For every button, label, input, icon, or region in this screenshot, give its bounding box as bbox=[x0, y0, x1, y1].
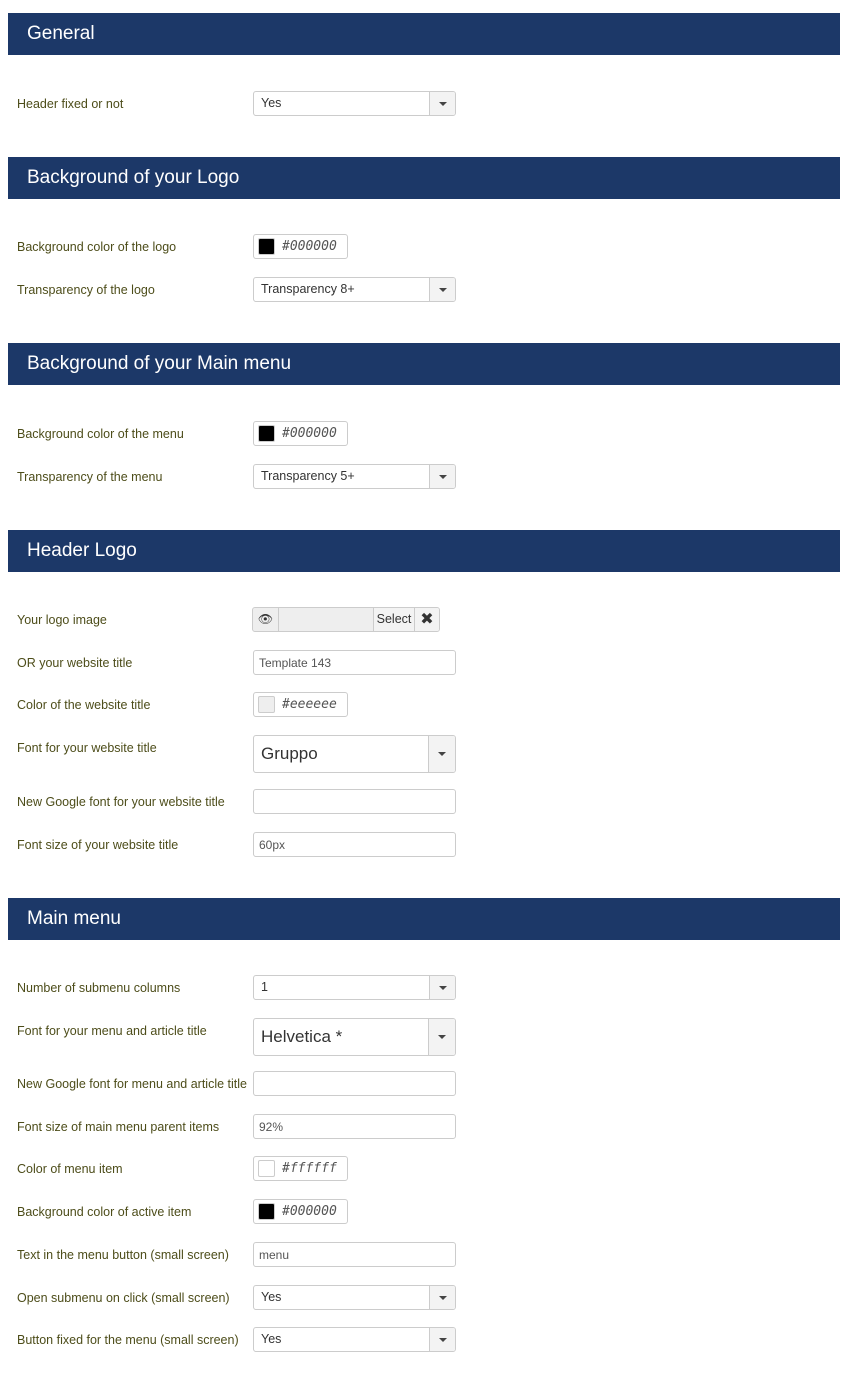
menu-button-text-input[interactable] bbox=[253, 1242, 456, 1267]
label-google-font-title: New Google font for your website title bbox=[17, 795, 225, 809]
color-swatch[interactable] bbox=[258, 425, 275, 442]
section-header-main-menu: Main menu bbox=[8, 898, 840, 940]
label-menu-bg-color: Background color of the menu bbox=[17, 427, 184, 441]
label-submenu-columns: Number of submenu columns bbox=[17, 981, 181, 995]
section-header-general: General bbox=[8, 13, 840, 55]
title-font-value: Gruppo bbox=[261, 744, 318, 763]
active-bg-color-picker[interactable] bbox=[253, 1199, 348, 1224]
submenu-click-select[interactable] bbox=[253, 1285, 456, 1310]
caret-down-icon bbox=[438, 752, 446, 756]
eye-icon[interactable]: 👁 bbox=[253, 608, 279, 631]
label-menu-item-color: Color of menu item bbox=[17, 1162, 123, 1176]
submenu-columns-value: 1 bbox=[261, 980, 268, 994]
caret-down-icon bbox=[439, 288, 447, 292]
color-swatch[interactable] bbox=[258, 238, 275, 255]
menu-font-dropdown-button[interactable] bbox=[428, 1019, 455, 1055]
menu-font-value: Helvetica * bbox=[261, 1027, 343, 1046]
label-title-font: Font for your website title bbox=[17, 741, 157, 755]
logo-bg-color-value: #000000 bbox=[282, 239, 337, 254]
menu-transparency-value: Transparency 5+ bbox=[261, 469, 355, 483]
caret-down-icon bbox=[439, 102, 447, 106]
label-button-fixed: Button fixed for the menu (small screen) bbox=[17, 1333, 239, 1347]
google-font-menu-input[interactable] bbox=[253, 1071, 456, 1096]
caret-down-icon bbox=[439, 1338, 447, 1342]
caret-down-icon bbox=[439, 1296, 447, 1300]
title-color-value: #eeeeee bbox=[282, 697, 337, 712]
button-fixed-select[interactable] bbox=[253, 1327, 456, 1352]
close-icon[interactable]: ✖ bbox=[415, 608, 439, 631]
menu-item-color-picker[interactable] bbox=[253, 1156, 348, 1181]
label-menu-transparency: Transparency of the menu bbox=[17, 470, 163, 484]
title-font-dropdown-button[interactable] bbox=[428, 736, 455, 772]
active-bg-color-value: #000000 bbox=[282, 1204, 337, 1219]
color-swatch[interactable] bbox=[258, 696, 275, 713]
label-website-title: OR your website title bbox=[17, 656, 133, 670]
header-fixed-value: Yes bbox=[261, 96, 282, 110]
button-fixed-dropdown-button[interactable] bbox=[429, 1328, 455, 1351]
caret-down-icon bbox=[439, 475, 447, 479]
title-font-size-input[interactable] bbox=[253, 832, 456, 857]
caret-down-icon bbox=[439, 986, 447, 990]
title-color-picker[interactable] bbox=[253, 692, 348, 717]
submenu-click-dropdown-button[interactable] bbox=[429, 1286, 455, 1309]
submenu-columns-dropdown-button[interactable] bbox=[429, 976, 455, 999]
section-header-menu-background: Background of your Main menu bbox=[8, 343, 840, 385]
logo-image-select-button[interactable]: Select bbox=[374, 608, 415, 631]
menu-bg-color-value: #000000 bbox=[282, 426, 337, 441]
title-font-select[interactable] bbox=[253, 735, 456, 773]
section-header-header-logo: Header Logo bbox=[8, 530, 840, 572]
google-font-title-input[interactable] bbox=[253, 789, 456, 814]
label-google-font-menu: New Google font for menu and article title bbox=[17, 1077, 247, 1091]
logo-transparency-dropdown-button[interactable] bbox=[429, 278, 455, 301]
logo-bg-color-picker[interactable] bbox=[253, 234, 348, 259]
label-menu-button-text: Text in the menu button (small screen) bbox=[17, 1248, 229, 1262]
label-title-color: Color of the website title bbox=[17, 698, 151, 712]
label-logo-transparency: Transparency of the logo bbox=[17, 283, 155, 297]
button-fixed-value: Yes bbox=[261, 1332, 282, 1346]
section-header-logo-background: Background of your Logo bbox=[8, 157, 840, 199]
website-title-input[interactable] bbox=[253, 650, 456, 675]
label-title-font-size: Font size of your website title bbox=[17, 838, 179, 852]
logo-transparency-select[interactable] bbox=[253, 277, 456, 302]
parent-font-size-input[interactable] bbox=[253, 1114, 456, 1139]
color-swatch[interactable] bbox=[258, 1160, 275, 1177]
color-swatch[interactable] bbox=[258, 1203, 275, 1220]
logo-image-path bbox=[279, 608, 374, 631]
logo-image-field bbox=[252, 607, 440, 632]
caret-down-icon bbox=[438, 1035, 446, 1039]
menu-transparency-select[interactable] bbox=[253, 464, 456, 489]
header-fixed-select[interactable] bbox=[253, 91, 456, 116]
header-fixed-dropdown-button[interactable] bbox=[429, 92, 455, 115]
label-menu-font: Font for your menu and article title bbox=[17, 1024, 207, 1038]
label-submenu-click: Open submenu on click (small screen) bbox=[17, 1291, 230, 1305]
label-parent-font-size: Font size of main menu parent items bbox=[17, 1120, 220, 1134]
menu-transparency-dropdown-button[interactable] bbox=[429, 465, 455, 488]
logo-transparency-value: Transparency 8+ bbox=[261, 282, 355, 296]
menu-font-select[interactable] bbox=[253, 1018, 456, 1056]
menu-bg-color-picker[interactable] bbox=[253, 421, 348, 446]
label-logo-image: Your logo image bbox=[17, 613, 107, 627]
label-header-fixed: Header fixed or not bbox=[17, 97, 124, 111]
submenu-click-value: Yes bbox=[261, 1290, 282, 1304]
label-logo-bg-color: Background color of the logo bbox=[17, 240, 177, 254]
label-active-bg: Background color of active item bbox=[17, 1205, 192, 1219]
submenu-columns-select[interactable] bbox=[253, 975, 456, 1000]
menu-item-color-value: #ffffff bbox=[282, 1161, 337, 1176]
